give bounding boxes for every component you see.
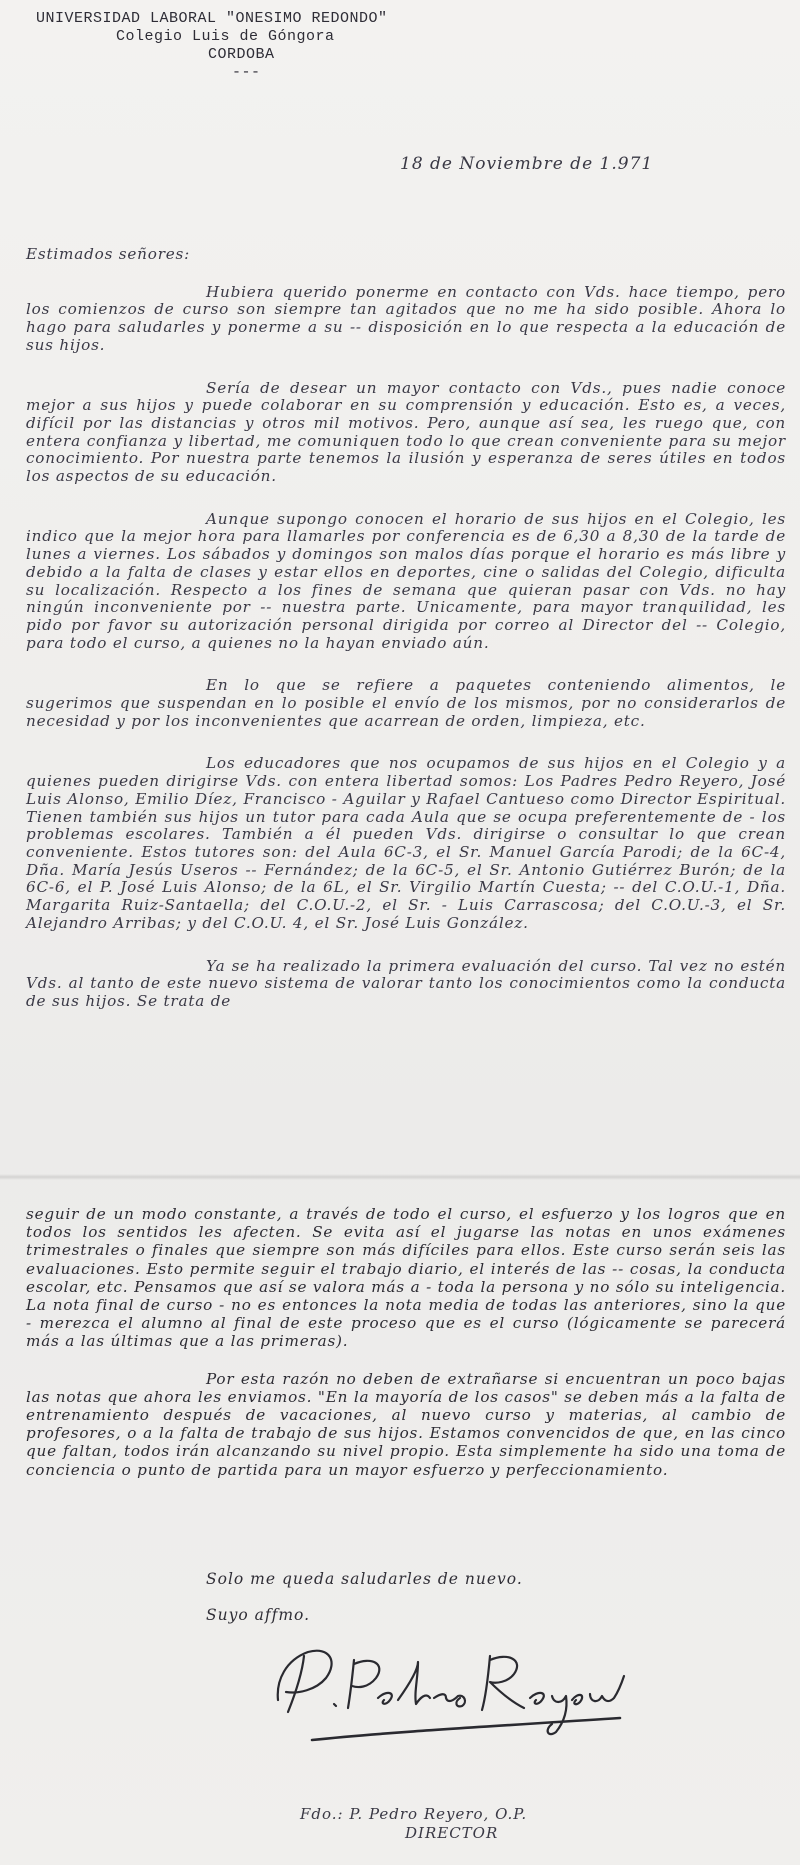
letter-body [26,246,786,1011]
paragraph: Sería de desear un mayor contacto con Vds., pues nadie conoce mejor a sus hijos y puede colaborar en su comprensión y educación. Esto es, a veces, difícil por las distancias y otros mil motivos. Pero, aunque así sea, les ruego que, con entera confianza y libertad, me comuniquen todo lo que crean conveniente para su mejor conocimiento. Por nuestra parte tenemos la ilusión y esperanza de seres útiles en todos los aspectos de su educación. [26,378,786,486]
signatory-name: Fdo.: P. Pedro Reyero, O.P. [300,1805,528,1823]
valediction: Suyo affmo. [206,1606,311,1624]
letterhead-city: CORDOBA [208,46,275,63]
closing-line: Solo me queda saludarles de nuevo. [206,1570,523,1588]
paragraph: Ya se ha realizado la primera evaluación del curso. Tal vez no estén Vds. al tanto de este nuevo sistema de valorar tanto los conocimientos como la conducta de sus hijos. Se trata de [26,956,786,1010]
signoff-block [300,1805,527,1843]
handwritten-signature [268,1600,628,1750]
paragraph: En lo que se refiere a paquetes conteniendo alimentos, le sugerimos que suspendan en lo posible el envío de los mismos, por no considerarlos de necesidad y por los inconvenientes que acarrean de orden, limpieza, etc. [26,676,786,730]
letterhead-rule: --- [232,64,261,81]
paragraph: Hubiera querido ponerme en contacto con Vds. hace tiempo, pero los comienzos de curso son siempre tan agitados que no me ha sido posible. Ahora lo hago para saludarles y ponerme a su -- disposición en lo que respecta a la educación de sus hijos. [26,282,786,354]
letter-date: 18 de Noviembre de 1.971 [400,154,654,174]
salutation: Estimados señores: [26,245,191,263]
letterhead-institution: UNIVERSIDAD LABORAL "ONESIMO REDONDO" [36,10,388,27]
paper-fold [0,1174,800,1180]
letter-body-continued [26,1205,786,1500]
paragraph: seguir de un modo constante, a través de todo el curso, el esfuerzo y los logros que en todos los sentidos les afecten. Se evita así el jugarse las notas en unos exámenes trimestrales o finales que siempre son más difíciles para ellos. Este curso serán seis las evaluaciones. Esto permite seguir el trabajo diario, el interés de las -- cosas, la conducta escolar, etc. Pensamos que así se valora más a - toda la persona y no sólo su inteligencia. La nota final de curso - no es entonces la nota media de todas las anteriores, sino la que - merezca el alumno al final de este proceso que es el curso (lógicamente se parecerá más a las últimas que a las primeras). [26,1205,786,1351]
letterhead-college: Colegio Luis de Góngora [116,28,335,45]
paragraph: Aunque supongo conocen el horario de sus hijos en el Colegio, les indico que la mejor hora para llamarles por conferencia es de 6,30 a 8,30 de la tarde de lunes a viernes. Los sábados y domingos son malos días porque el horario es más libre y debido a la falta de clases y estar ellos en deportes, cine o salidas del Colegio, dificulta su localización. Respecto a los fines de semana que quieran pasar con Vds. no hay ningún inconveniente por -- nuestra parte. Unicamente, para mayor tranquilidad, les pido por favor su autorización personal dirigida por correo al Director del -- Colegio, para todo el curso, a quienes no la hayan enviado aún. [26,509,786,652]
paragraph: Por esta razón no deben de extrañarse si encuentran un poco bajas las notas que ahora les enviamos. "En la mayoría de los casos" se deben más a la falta de entrenamiento después de vacaciones, al nuevo curso y materias, al cambio de profesores, o a la falta de trabajo de sus hijos. Estamos convencidos de que, en las cinco que faltan, todos irán alcanzando su nivel propio. Esta simplemente ha sido una toma de conciencia o punto de partida para un mayor esfuerzo y perfeccionamiento. [26,1369,786,1479]
letterhead [36,10,388,82]
paragraph: Los educadores que nos ocupamos de sus hijos en el Colegio y a quienes pueden dirigirse Vds. con entera libertad somos: Los Padres Pedro Reyero, José Luis Alonso, Emilio Díez, Francisco - Aguilar y Rafael Cantueso como Director Espiritual. Tienen también sus hijos un tutor para cada Aula que se ocupa preferentemente de - los problemas escolares. También a él pueden Vds. dirigirse o consultar lo que crean conveniente. Estos tutores son: del Aula 6C-3, el Sr. Manuel García Parodi; de la 6C-4, Dña. María Jesús Useros -- Fernández; de la 6C-5, el Sr. Antonio Gutiérrez Burón; de la 6C-6, el P. José Luis Alonso; de la 6L, el Sr. Virgilio Martín Cuesta; -- del C.O.U.-1, Dña. Margarita Ruiz-Santaella; del C.O.U.-2, el Sr. - Luis Carrascosa; del C.O.U.-3, el Sr. Alejandro Arribas; y del C.O.U. 4, el Sr. José Luis González. [26,754,786,932]
signatory-title: DIRECTOR [405,1824,499,1842]
